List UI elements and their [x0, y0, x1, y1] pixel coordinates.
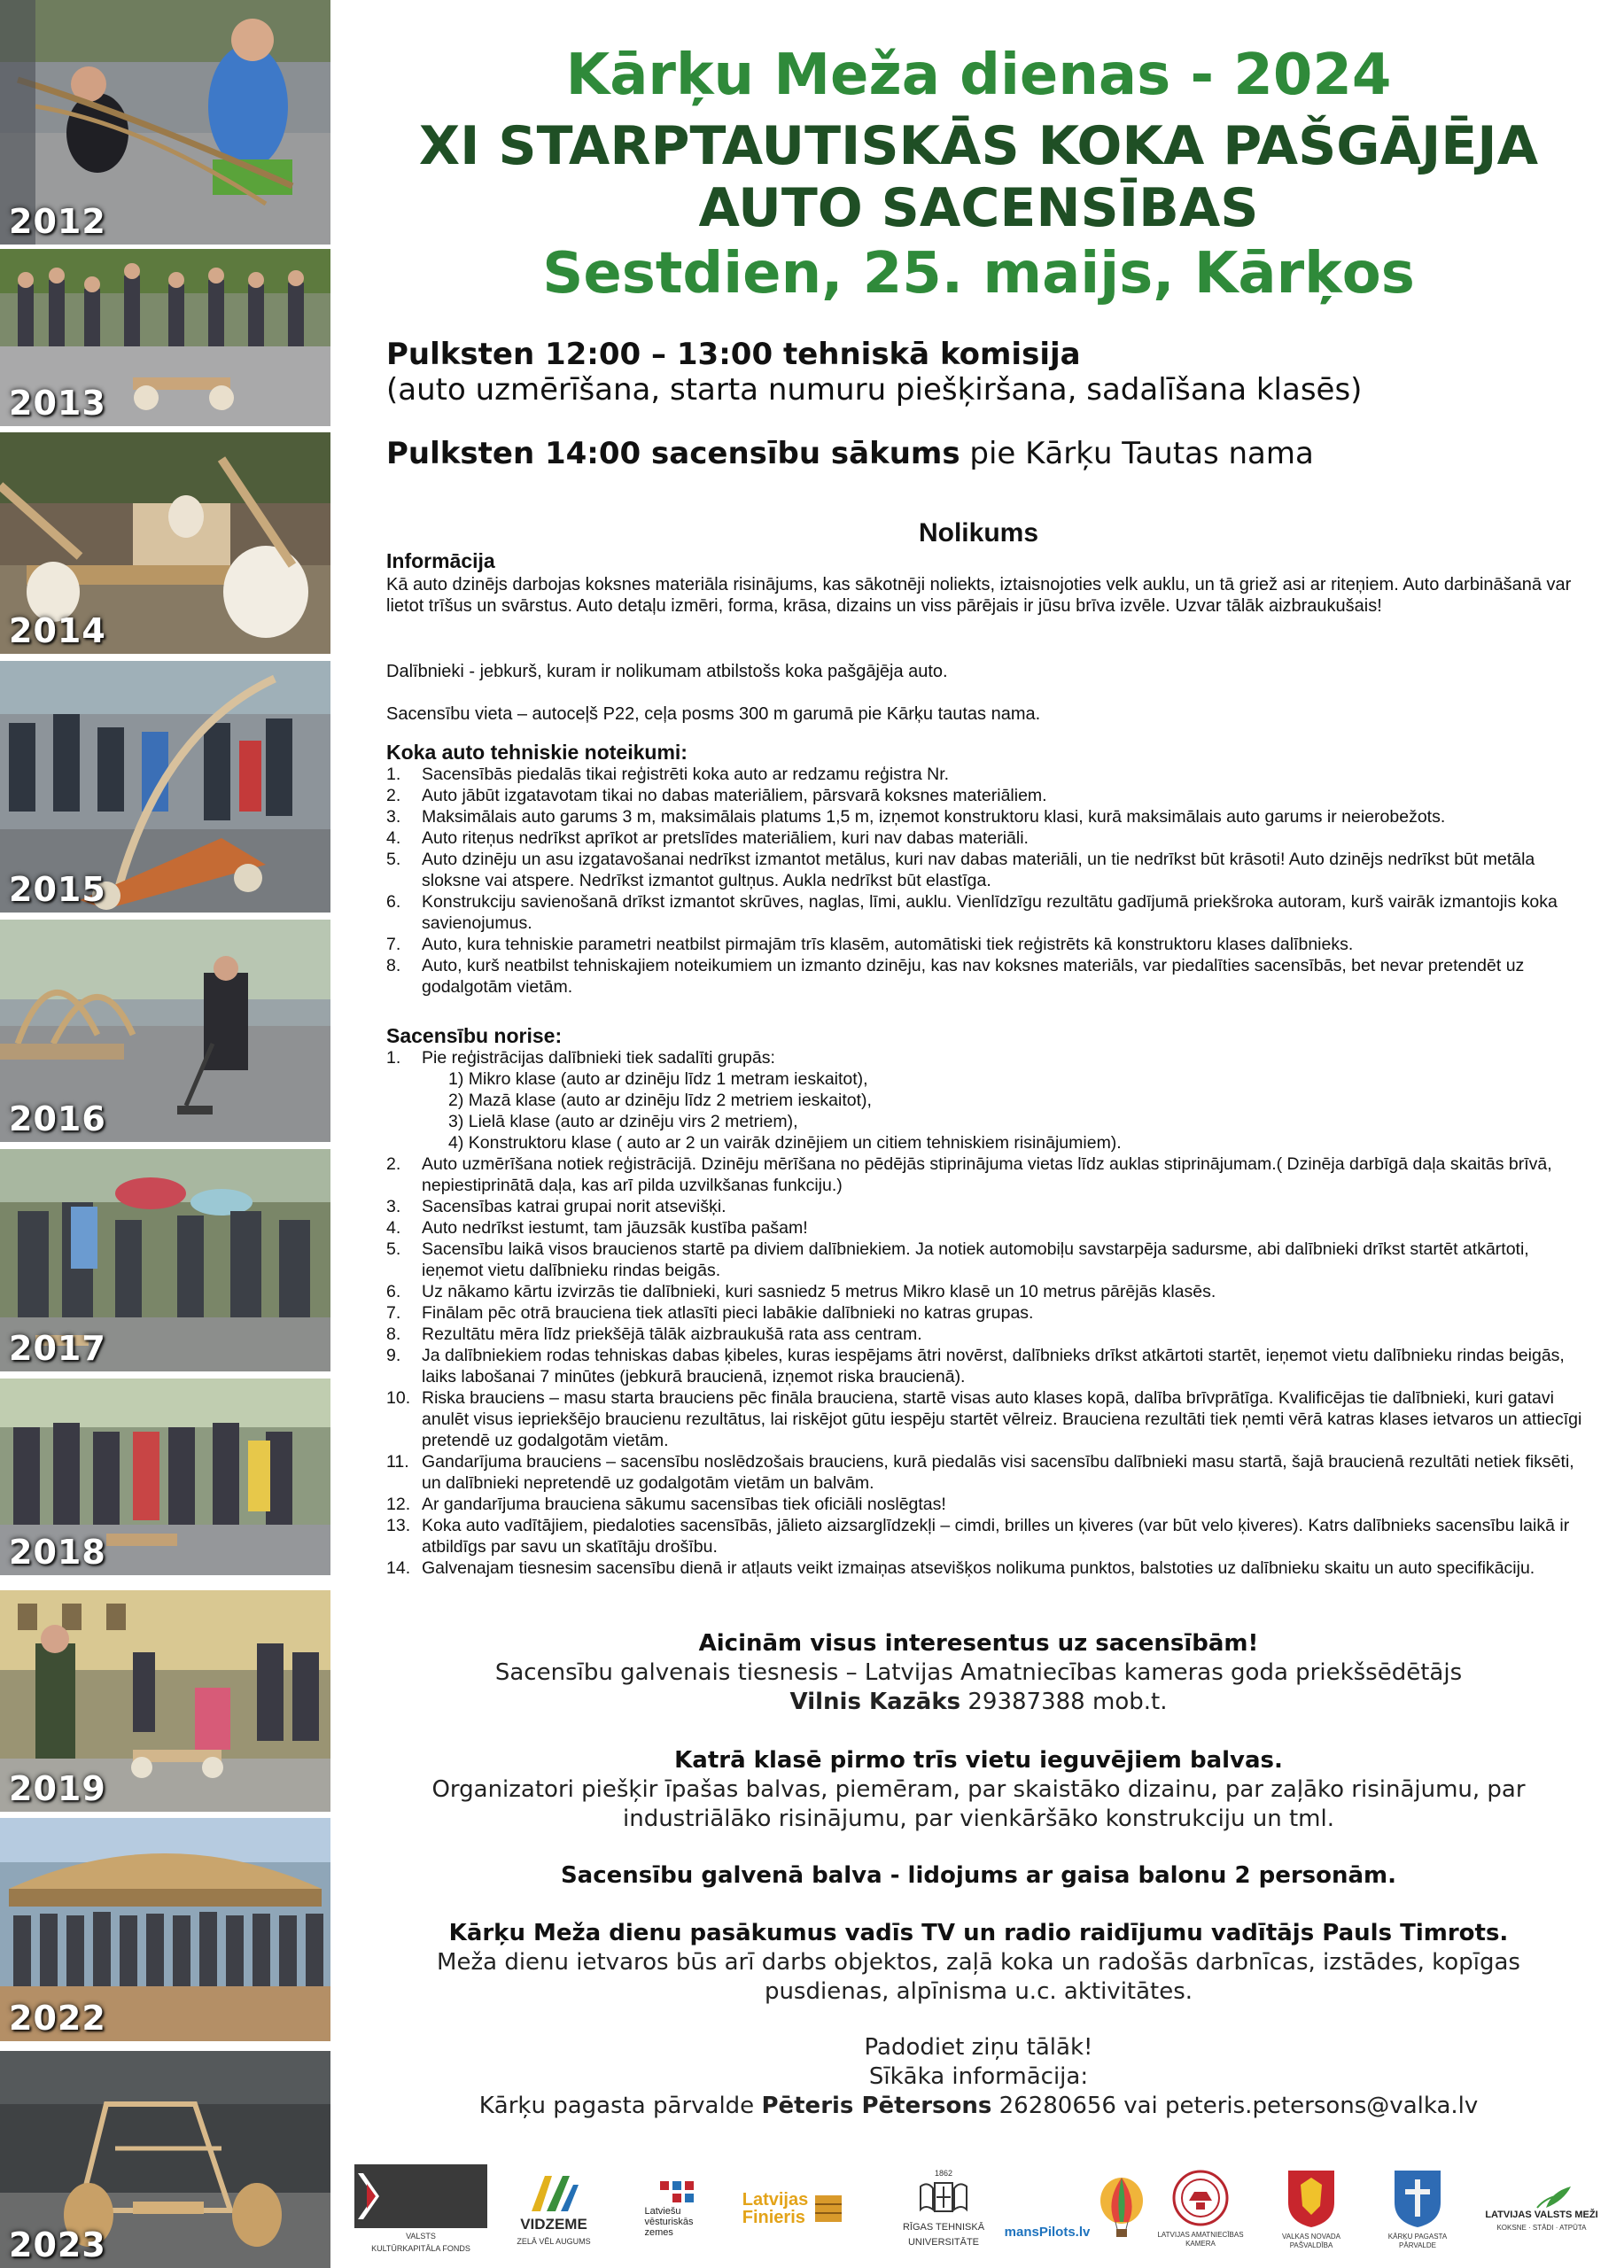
course-rules-item-text: Ja dalībniekiem rodas tehniskas dabas ķibeles, kuras iespējams ātri novērst, dalībnieks drīkst atkārtoti startēt, ieņemot vietu dalībnieku rindas beigās, laiks labošanai 7 minūtes (jebkurā braucienā, izņemot riska braucienā).	[422, 1346, 1565, 1386]
prizes-text-2: industriālāko risinājumu, par vienkāršāko konstrukciju un tml.	[623, 1806, 1334, 1832]
rules-heading: Nolikums	[918, 518, 1039, 548]
course-rules-item-number: 5.	[386, 1239, 401, 1259]
rtu-line2: UNIVERSITĀTE	[907, 2236, 980, 2248]
course-rules-item-text: Auto uzmērīšana notiek reģistrācijā. Dzinēju mērīšana no pēdējās stiprinājuma vietas līdz auklas stiprinājumam.( Dzinēja darbīgā daļa skaitās brīvā, nepiestiprinātā daļa, kas arī pilda uzvilkšanas funkciju.)	[422, 1154, 1552, 1195]
photo-year-label: 2012	[9, 202, 106, 241]
tech-rules-item-text: Maksimālais auto garums 3 m, maksimālais platums 1,5 m, izņemot konstruktoru klasi, kurā maksimālais auto garums ir neierobežots.	[422, 807, 1446, 827]
course-rules-class-option: 4) Konstruktoru klase ( auto ar 2 un vairāk dzinējiem un citiem tehniskiem risinājumiem).	[448, 1133, 1122, 1153]
photo-year-label: 2016	[9, 1099, 106, 1138]
rtu-logo	[886, 2153, 1001, 2264]
course-rules-item-number: 12.	[386, 1495, 411, 1514]
course-rules-item-number: 9.	[386, 1346, 401, 1365]
vidzeme-subtitle: ZELĀ VĒL AUGUMS	[517, 2236, 591, 2246]
course-rules-item-number: 7.	[386, 1303, 401, 1323]
event-title: Kārķu Meža dienas - 2024	[565, 43, 1392, 108]
course-rules-item	[386, 1302, 1591, 1324]
finieris-wordmark	[742, 2191, 843, 2226]
tech-rules-item	[386, 955, 1591, 998]
course-rules-item-text: Ar gandarījuma brauciena sākumu sacensības tiek oficiāli noslēgtas!	[422, 1495, 946, 1514]
course-rules-item-number: 11.	[386, 1452, 409, 1472]
info-text: Kā auto dzinējs darbojas koksnes materiāla risinājums, kas sākotnēji noliekts, iztaisnojoties velk auklu, un tā griež asi ar riteņiem. Auto darbināšanā var lietot trīšus un svārstus. Auto detaļu izmēri, forma, krāsa, dizains un viss pārējais ir jūsu brīva izvēle. Uzvar tālāk aizbraukušais!	[386, 575, 1572, 616]
rtu-line1: RĪGAS TEHNISKĀ	[902, 2221, 985, 2233]
valka-name: VALKAS NOVADA PAŠVALDĪBA	[1282, 2232, 1340, 2249]
vidzeme-logo	[505, 2153, 602, 2264]
lak-seal-icon	[1171, 2169, 1230, 2227]
tech-rules-list	[386, 764, 1591, 998]
course-rules-item-text: Gandarījuma brauciens – sacensību noslēdzošais brauciens, kurā piedalās visi sacensību dalībnieki masu startā, šajā braucienā rezultāti netiek fiksēti, un dalībnieki nepretendē uz godalgotām vietām un balvām.	[422, 1452, 1574, 1493]
course-rules-item	[386, 1047, 1591, 1153]
course-rules-item	[386, 1196, 1591, 1217]
venue-text: Sacensību vieta – autoceļš P22, ceļa posms 300 m garumā pie Kārķu tautas nama.	[386, 704, 1041, 724]
course-rules-item-number: 14.	[386, 1558, 411, 1578]
tech-rules-item-text: Auto, kurš neatbilst tehniskajiem noteikumiem un izmanto dzinēju, kas nav koksnes materiāls, var piedalīties sacensībās, bet nevar pretendēt uz godalgotām vietām.	[422, 956, 1525, 997]
vidzeme-name: VIDZEME	[520, 2215, 587, 2233]
schedule-start-place: pie Kārķu Tautas nama	[960, 436, 1314, 471]
valka-coat-of-arms-icon	[1285, 2167, 1338, 2229]
schedule-start-time: Pulksten 14:00 sacensību sākums	[386, 436, 960, 471]
finieris-text	[742, 2191, 808, 2226]
course-rules-item-text: Koka auto vadītājiem, piedaloties sacensībās, jālieto aizsarglīdzekļi – cimdi, brilles un ķiveres (var būt velo ķiveres). Katrs dalībnieks sacensību laikā ir atbildīgs par savu un skatītāju drošību.	[422, 1516, 1570, 1557]
judge-line: Sacensību galvenais tiesnesis – Latvijas Amatniecības kameras goda priekšsēdētājs	[494, 1659, 1463, 1686]
tech-rules-item-number: 4.	[386, 828, 401, 848]
photo-year-label: 2015	[9, 870, 106, 909]
judge-contact	[369, 1688, 1589, 1717]
lvm-tagline: KOKSNE · STĀDI · ATPŪTA	[1496, 2223, 1587, 2232]
host-text-1: Meža dienu ietvaros būs arī darbs objektos, zaļā koka un radošās darbnīcas, izstādes, kopīgas	[437, 1949, 1520, 1976]
tech-rules-item	[386, 891, 1591, 934]
lvm-logo	[1475, 2153, 1608, 2264]
plywood-icon	[813, 2194, 843, 2224]
vidzeme-logo-mark	[527, 2171, 580, 2216]
tech-rules-item-number: 3.	[386, 807, 401, 827]
course-rules-item-text: Rezultātu mēra līdz priekšējā tālāk aizbraukušā rata ass centram.	[422, 1324, 922, 1344]
lvm-leaf-icon	[1511, 2185, 1573, 2210]
photo-2016	[0, 920, 330, 1142]
photo-year-label: 2014	[9, 611, 106, 650]
course-rules-item	[386, 1153, 1591, 1196]
info-heading: Informācija	[386, 549, 495, 572]
tech-rules-item	[386, 806, 1591, 827]
tech-rules-item	[386, 764, 1591, 785]
course-rules-list	[386, 1047, 1591, 1579]
vkf-logo	[354, 2153, 487, 2264]
tech-rules-heading: Koka auto tehniskie noteikumi:	[386, 741, 688, 764]
rtu-crest-icon	[917, 2178, 970, 2218]
contact-details	[369, 2092, 1589, 2121]
course-rules-item-text: Riska brauciens – masu starta brauciens pēc fināla brauciena, startē visas auto klases kopā, dalība brīvprātīga. Kvalificējas tie dalībnieki, kuri gatavi anulēt visus iepriekšējo braucienu rezultātus, lai riskējot gūtu iespēju startēt vēlreiz. Brauciena rezultāti tiek ņemti vērā katras klases ietvaros un attiecīgi pretendē uz godalgotām vietām.	[422, 1388, 1582, 1450]
vkf-line1: VALSTS	[406, 2231, 436, 2241]
course-rules-item-number: 2.	[386, 1154, 401, 1174]
lvz-line2: vēsturiskās	[644, 2216, 694, 2227]
lak-name: LATVIJAS AMATNIECĪBAS KAMERA	[1157, 2230, 1244, 2248]
course-rules-item	[386, 1345, 1591, 1387]
course-rules-item	[386, 1281, 1591, 1302]
finieris-line1: Latvijas	[742, 2189, 809, 2210]
host-text-2: pusdienas, alpīnisma u.c. aktivitātes.	[764, 1978, 1193, 2005]
photo-2013	[0, 249, 330, 426]
contact-block	[369, 2033, 1589, 2121]
course-rules-item-text: Auto nedrīkst iestumt, tam jāuzsāk kustība pašam!	[422, 1218, 808, 1238]
poster-main	[333, 0, 1624, 2268]
course-rules-item	[386, 1217, 1591, 1239]
tech-rules-item-number: 1.	[386, 765, 401, 784]
lvm-name: LATVIJAS VALSTS MEŽI	[1485, 2209, 1598, 2220]
tech-rules-item-text: Auto jābūt izgatavotam tikai no dabas materiāliem, pārsvarā koksnes materiāliem.	[422, 786, 1047, 805]
course-rules-item-number: 4.	[386, 1218, 401, 1238]
tech-rules-item-number: 7.	[386, 935, 401, 954]
photo-year-label: 2018	[9, 1533, 106, 1572]
tech-rules-item-number: 6.	[386, 892, 401, 912]
course-rules-item-text: Sacensības katrai grupai norit atsevišķi.	[422, 1197, 727, 1216]
course-rules-class-option: 1) Mikro klase (auto ar dzinēju līdz 1 metram ieskaitot),	[448, 1069, 868, 1089]
sponsor-logos	[354, 2153, 1612, 2264]
tech-rules-item-number: 8.	[386, 956, 401, 975]
tech-rules-item-number: 2.	[386, 786, 401, 805]
contact-org: Kārķu pagasta pārvalde	[478, 2093, 762, 2119]
course-rules-item	[386, 1324, 1591, 1345]
course-rules-item-number: 10.	[386, 1388, 411, 1408]
course-rules-item	[386, 1451, 1591, 1494]
latvijas-finieris-logo	[727, 2153, 859, 2264]
lvz-text	[644, 2206, 693, 2238]
course-rules-item	[386, 1557, 1591, 1579]
course-rules-class-option: 3) Lielā klase (auto ar dzinēju virs 2 metriem),	[448, 1112, 798, 1131]
course-rules-class-option: 2) Mazā klase (auto ar dzinēju līdz 2 metriem ieskaitot),	[448, 1091, 872, 1110]
tech-rules-item-number: 5.	[386, 850, 401, 869]
tech-rules-item-text: Sacensībās piedalās tikai reģistrēti koka auto ar redzamu reģistra Nr.	[422, 765, 950, 784]
photo-year-label: 2022	[9, 1999, 106, 2038]
photo-2023	[0, 2051, 330, 2268]
photo-2017	[0, 1149, 330, 1371]
course-rules-item-number: 3.	[386, 1197, 401, 1216]
finieris-line2: Finieris	[742, 2207, 805, 2227]
tech-rules-item-text: Auto, kura tehniskie parametri neatbilst pirmajām trīs klasēm, automātiski tiek reģistrēts kā konstruktoru klases dalībnieks.	[422, 935, 1354, 954]
photo-year-label: 2017	[9, 1329, 106, 1368]
lvz-line1: Latviešu	[644, 2205, 681, 2217]
tech-rules-item	[386, 785, 1591, 806]
photo-strip	[0, 0, 333, 2268]
photo-year-label: 2019	[9, 1769, 106, 1808]
course-rules-item-number: 13.	[386, 1516, 411, 1535]
vkf-line2: KULTŪRKAPITĀLA FONDS	[371, 2243, 470, 2253]
photo-2015	[0, 661, 330, 913]
tech-rules-item	[386, 827, 1591, 849]
contact-name: Pēteris Pētersons	[761, 2093, 992, 2119]
photo-2012	[0, 0, 330, 245]
vkf-logo-mark	[354, 2164, 487, 2228]
tech-rules-item-text: Konstrukciju savienošanā drīkst izmantot skrūves, naglas, līmi, auklu. Vienlīdzīgu rezultātu gadījumā priekšroka autoram, kurš vairāk izmantojis koka savienojumus.	[422, 892, 1558, 933]
competition-title-line2: AUTO SACENSĪBAS	[698, 177, 1259, 239]
participants-text: Dalībnieki - jebkurš, kuram ir nolikumam atbilstošs koka pašgājēja auto.	[386, 662, 948, 681]
lvz-logo-mark	[633, 2179, 704, 2206]
tech-rules-item	[386, 849, 1591, 891]
course-rules-item	[386, 1515, 1591, 1557]
karku-coat-of-arms-icon	[1391, 2167, 1444, 2229]
photo-2019	[0, 1590, 330, 1812]
judge-name: Vilnis Kazāks	[789, 1689, 961, 1715]
main-prize-block	[369, 1860, 1589, 1891]
tech-rules-item	[386, 934, 1591, 955]
photo-year-label: 2023	[9, 2225, 106, 2264]
host-heading: Kārķu Meža dienu pasākumus vadīs TV un radio raidījumu vadītājs Pauls Timrots.	[448, 1920, 1509, 1946]
manspilots-mark	[1005, 2178, 1149, 2240]
invite-heading: Aicinām visus interesentus uz sacensībām!	[698, 1630, 1259, 1657]
competition-title-line1: XI STARPTAUTISKĀS KOKA PAŠGĀJĒJA	[418, 115, 1539, 177]
rtu-year: 1862	[934, 2168, 953, 2178]
prizes-text-1: Organizatori piešķir īpašas balvas, piemēram, par skaistāko dizainu, par zaļāko risinājumu, par	[431, 1776, 1526, 1803]
lak-logo	[1152, 2153, 1249, 2264]
course-rules-item-number: 6.	[386, 1282, 401, 1301]
event-date: Sestdien, 25. maijs, Kārķos	[542, 241, 1415, 307]
karku-logo	[1369, 2153, 1466, 2264]
course-rules-item	[386, 1239, 1591, 1281]
course-rules-item-text: Uz nākamo kārtu izvirzās tie dalībnieki, kuri sasniedz 5 metrus Mikro klasē un 10 metrus pārējās klasēs.	[422, 1282, 1216, 1301]
tech-rules-item-text: Auto riteņus nedrīkst aprīkot ar pretslīdes materiāliem, kuri nav dabas materiāli.	[422, 828, 1029, 848]
schedule-commission	[386, 337, 1081, 372]
valka-logo	[1263, 2153, 1360, 2264]
judge-phone: 29387388 mob.t.	[960, 1689, 1168, 1715]
course-rules-item-number: 1.	[386, 1048, 401, 1068]
invite-block	[369, 1628, 1589, 1717]
host-block	[369, 1918, 1589, 2007]
schedule-start	[386, 436, 1314, 471]
manspilots-logo	[1004, 2153, 1143, 2264]
lvz-line3: zemes	[644, 2226, 673, 2238]
course-rules-item-text: Galvenajam tiesnesim sacensību dienā ir atļauts veikt izmaiņas atsevišķos nolikuma punktos, balstoties uz dalībnieku skaitu un auto specifikāciju.	[422, 1558, 1535, 1578]
prizes-heading: Katrā klasē pirmo trīs vietu ieguvējiem balvas.	[674, 1747, 1283, 1774]
course-rules-item-text: Sacensību laikā visos braucienos startē pa diviem dalībniekiem. Ja notiek automobiļu savstarpēja sadursme, abi dalībnieki drīkst startēt atkārtoti, ieņemot vietu dalībnieku rindas beigās.	[422, 1239, 1529, 1280]
course-rules-item-number: 8.	[386, 1324, 401, 1344]
schedule-commission-time: Pulksten 12:00 – 13:00 tehniskā komisija	[386, 337, 1081, 372]
photo-2022	[0, 1818, 330, 2041]
contact-more-info: Sīkāka informācija:	[868, 2063, 1089, 2090]
photo-year-label: 2013	[9, 384, 106, 423]
main-prize: Sacensību galvenā balva - lidojums ar gaisa balonu 2 personām.	[560, 1862, 1397, 1889]
photo-2018	[0, 1379, 330, 1575]
lvz-logo	[620, 2153, 718, 2264]
karku-name: KĀRĶU PAGASTA PĀRVALDE	[1387, 2232, 1448, 2249]
course-rules-item	[386, 1387, 1591, 1451]
course-rules-item	[386, 1494, 1591, 1515]
course-rules-item-text: Finālam pēc otrā brauciena tiek atlasīti pieci labākie dalībnieki no katras grupas.	[422, 1303, 1034, 1323]
manspilots-text: mansPilots.lv	[1004, 2224, 1091, 2240]
photo-2014	[0, 432, 330, 654]
prizes-block	[369, 1745, 1589, 1834]
tech-rules-item-text: Auto dzinēju un asu izgatavošanai nedrīkst izmantot metālus, kuri nav dabas materiāli, un tie nedrīkst būt krāsoti! Auto dzinējs nedrīkst būt metāla sloksne vai atspere. Nedrīkst izmantot gultņus. Aukla nedrīkst būt elastīga.	[422, 850, 1535, 890]
schedule-commission-detail: (auto uzmērīšana, starta numuru piešķiršana, sadalīšana klasēs)	[386, 372, 1363, 408]
contact-phone-email: 26280656 vai peteris.petersons@valka.lv	[991, 2093, 1479, 2119]
course-heading: Sacensību norise:	[386, 1024, 563, 1047]
hot-air-balloon-icon	[1095, 2178, 1148, 2240]
course-rules-item-text: Pie reģistrācijas dalībnieki tiek sadalīti grupās:	[422, 1048, 775, 1068]
contact-share: Padodiet ziņu tālāk!	[864, 2034, 1093, 2061]
